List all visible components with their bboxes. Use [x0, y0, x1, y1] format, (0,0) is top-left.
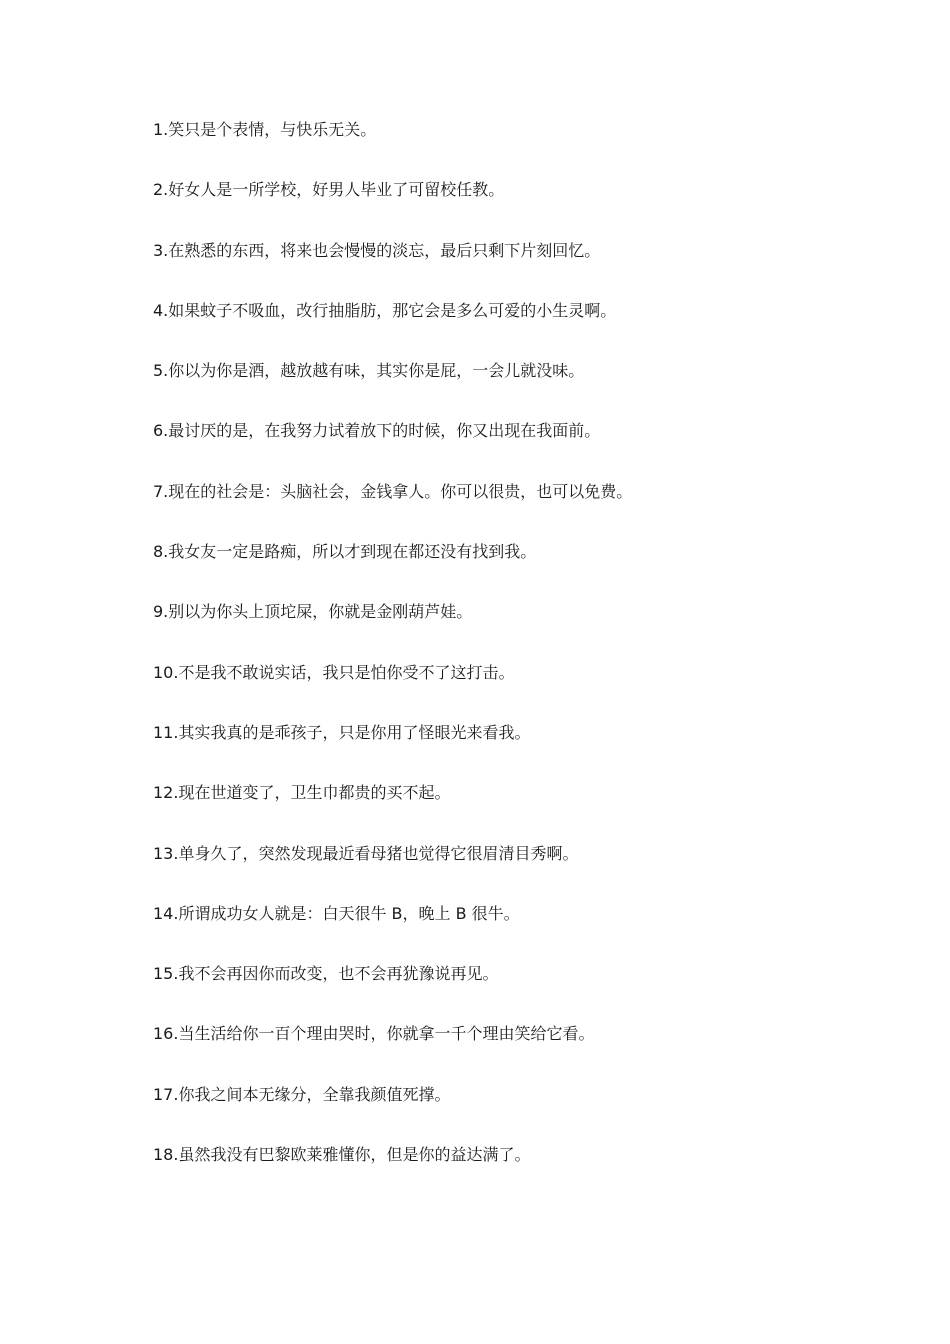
text-line: 3.在熟悉的东西，将来也会慢慢的淡忘，最后只剩下片刻回忆。 — [153, 240, 601, 260]
text-line: 6.最讨厌的是，在我努力试着放下的时候，你又出现在我面前。 — [153, 421, 601, 441]
text-line: 15.我不会再因你而改变，也不会再犹豫说再见。 — [153, 964, 499, 984]
text-line: 10.不是我不敢说实话，我只是怕你受不了这打击。 — [153, 662, 515, 682]
text-line: 13.单身久了，突然发现最近看母猪也觉得它很眉清目秀啊。 — [153, 843, 579, 863]
text-line: 14.所谓成功女人就是：白天很牛 B，晚上 B 很牛。 — [153, 903, 520, 923]
text-line: 9.别以为你头上顶坨屎，你就是金刚葫芦娃。 — [153, 602, 473, 622]
text-line: 17.你我之间本无缘分，全靠我颜值死撑。 — [153, 1084, 451, 1104]
text-line: 8.我女友一定是路痴，所以才到现在都还没有找到我。 — [153, 542, 537, 562]
text-line: 16.当生活给你一百个理由哭时，你就拿一千个理由笑给它看。 — [153, 1024, 595, 1044]
text-line: 18.虽然我没有巴黎欧莱雅懂你，但是你的益达满了。 — [153, 1145, 531, 1165]
text-line: 2.好女人是一所学校，好男人毕业了可留校任教。 — [153, 180, 505, 200]
text-lines — [153, 118, 893, 1203]
text-line: 4.如果蚊子不吸血，改行抽脂肪，那它会是多么可爱的小生灵啊。 — [153, 300, 617, 320]
text-line: 1.笑只是个表情，与快乐无关。 — [153, 120, 377, 139]
text-line: 7.现在的社会是：头脑社会，金钱拿人。你可以很贵，也可以免费。 — [153, 481, 633, 501]
text-line: 11.其实我真的是乖孩子，只是你用了怪眼光来看我。 — [153, 722, 531, 742]
text-line: 5.你以为你是酒，越放越有味，其实你是屁，一会儿就没味。 — [153, 361, 585, 381]
text-line: 12.现在世道变了，卫生巾都贵的买不起。 — [153, 783, 451, 803]
